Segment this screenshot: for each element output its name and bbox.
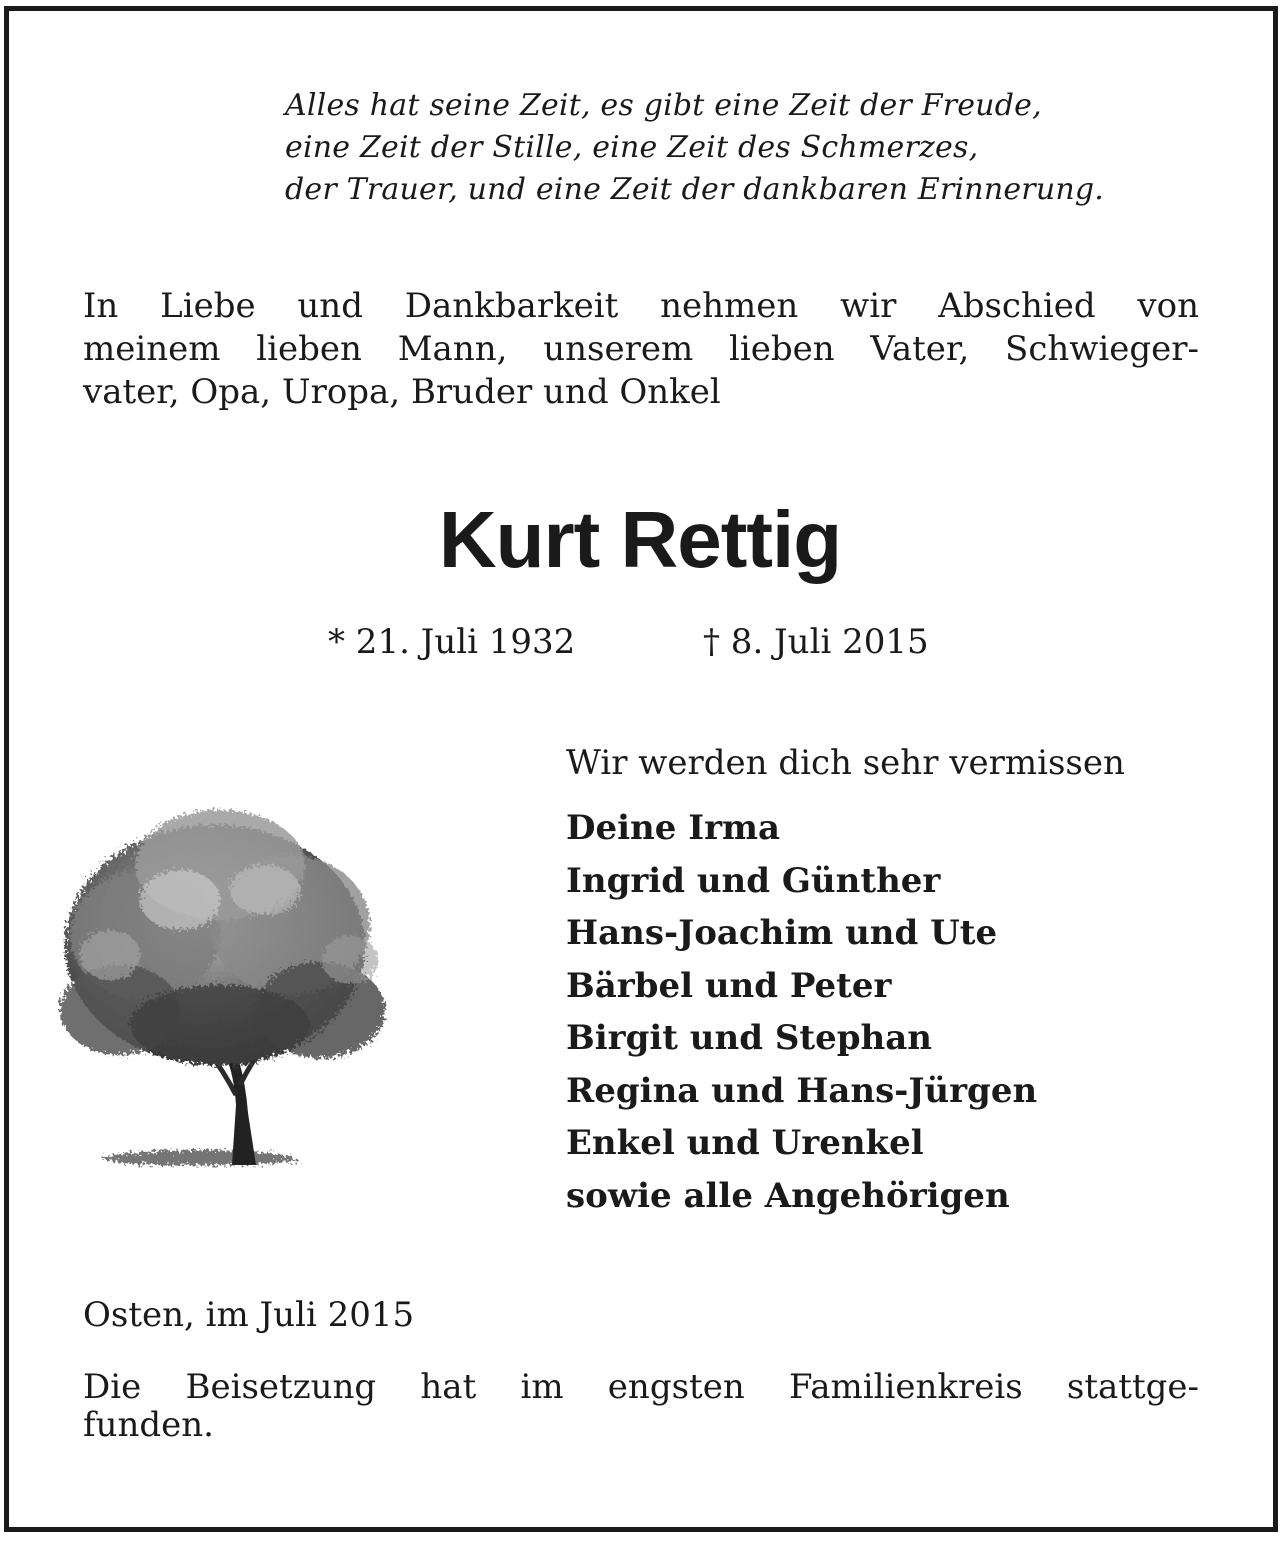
burial-note [83,1368,1199,1444]
burial-line: funden. [83,1405,214,1445]
list-item: Bärbel und Peter [566,965,892,1006]
place-date: Osten, im Juli 2015 [83,1295,415,1335]
intro-line: vater, Opa, Uropa, Bruder und Onkel [83,372,721,412]
list-item: Enkel und Urenkel [566,1123,924,1163]
intro-text [83,285,1199,414]
motto-line: Alles hat seine Zeit, es gibt eine Zeit der Freude, [285,88,1042,123]
deceased-name: Kurt Rettig [438,495,842,584]
birth-date: * 21. Juli 1932 [328,622,576,662]
list-item: sowie alle Angehörigen [566,1175,1010,1216]
tree-icon [50,795,400,1175]
intro-line: In Liebe und Dankbarkeit nehmen wir Abschied von [83,286,1199,326]
motto-quote [285,85,1215,211]
mourners-list [566,802,1037,1222]
motto-line: der Trauer, und eine Zeit der dankbaren Erinnerung. [285,172,1105,207]
list-item: Deine Irma [566,808,781,848]
motto-line: eine Zeit der Stille, eine Zeit des Schmerzes, [285,130,979,165]
list-item: Regina und Hans-Jürgen [566,1070,1038,1111]
mourners-heading: Wir werden dich sehr vermissen [566,743,1125,783]
list-item: Ingrid und Günther [566,860,941,901]
list-item: Birgit und Stephan [566,1018,932,1058]
burial-line: Die Beisetzung hat im engsten Familienkreis stattge- [83,1367,1199,1407]
list-item: Hans-Joachim und Ute [566,913,998,953]
death-date: † 8. Juli 2015 [703,622,929,662]
intro-line: meinem lieben Mann, unserem lieben Vater, Schwieger- [83,329,1199,369]
